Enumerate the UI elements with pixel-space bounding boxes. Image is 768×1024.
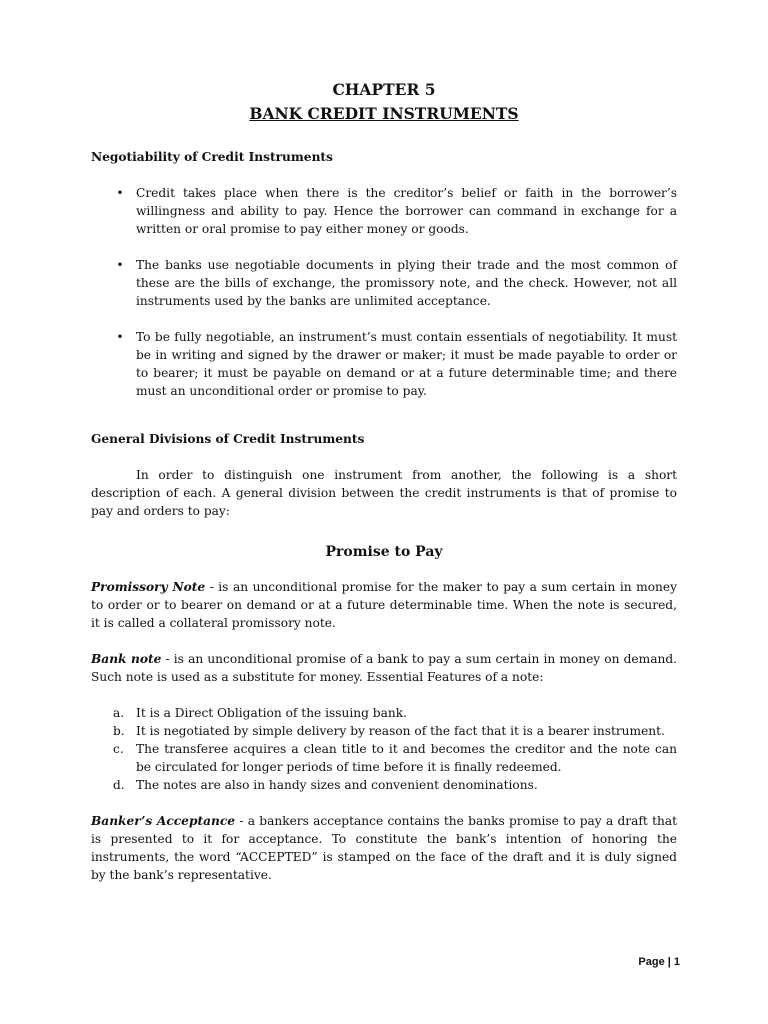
bullet-text: The banks use negotiable documents in plying their trade and the most common of these are the bills of exchange, the promissory note, and the check. However, not all instruments used by the banks are unlimited acceptance. (136, 258, 677, 308)
bank-note-term: Bank note (91, 652, 162, 666)
document-page (91, 78, 677, 884)
chapter-number: CHAPTER 5 (332, 80, 436, 99)
list-marker: a. (113, 706, 125, 720)
general-divisions-paragraph: In order to distinguish one instrument from another, the following is a short description of each. A general division between the credit instruments is that of promise to pay and orders to pay: (91, 468, 677, 518)
promissory-note-definition: - is an unconditional promise for the maker to pay a sum certain in money to order or to bearer on demand or at a future determinable time. When the note is secured, it is called a collateral promissory note. (91, 580, 677, 630)
list-item (91, 256, 677, 310)
bullet-icon: • (116, 330, 124, 344)
list-item (91, 776, 677, 794)
bullet-text: Credit takes place when there is the creditor’s belief or faith in the borrower’s willingness and ability to pay. Hence the borrower can command in exchange for a written or oral promise to pay either money or goods. (136, 186, 677, 236)
list-item (91, 722, 677, 740)
promissory-note-term: Promissory Note (91, 580, 206, 594)
chapter-title: BANK CREDIT INSTRUMENTS (249, 104, 519, 123)
list-item (91, 328, 677, 400)
note-features-list (91, 704, 677, 794)
bankers-acceptance-definition: - a bankers acceptance contains the banks promise to pay a draft that is presented to it for acceptance. To constitute the bank’s intention of honoring the instruments, the word “ACCEPTED” is stamped on the face of the draft and it is duly signed by the bank’s representative. (91, 814, 678, 882)
list-marker: d. (113, 778, 125, 792)
promise-to-pay-heading: Promise to Pay (325, 544, 443, 560)
list-marker: b. (113, 724, 125, 738)
list-item-text: It is a Direct Obligation of the issuing bank. (136, 706, 407, 720)
list-item-text: It is negotiated by simple delivery by reason of the fact that it is a bearer instrument. (136, 724, 665, 738)
bank-note-definition: - is an unconditional promise of a bank to pay a sum certain in money on demand. Such note is used as a substitute for money. Essential Features of a note: (91, 652, 677, 684)
bankers-acceptance-term: Banker’s Acceptance (91, 814, 236, 828)
bullet-icon: • (116, 186, 124, 200)
promissory-note-paragraph (91, 578, 677, 632)
list-item (91, 184, 677, 238)
page-number: Page | 1 (638, 956, 680, 968)
list-item (91, 740, 677, 776)
negotiability-bullet-list (91, 184, 677, 400)
bullet-text: To be fully negotiable, an instrument’s must contain essentials of negotiability. It must be in writing and signed by the drawer or maker; it must be made payable to order or to bearer; it must be payable on demand or at a future determinable time; and there must an unconditional order or promise to pay. (136, 330, 677, 398)
list-item (91, 704, 677, 722)
section-heading-general-divisions: General Divisions of Credit Instruments (91, 432, 365, 446)
bullet-icon: • (116, 258, 124, 272)
list-item-text: The transferee acquires a clean title to it and becomes the creditor and the note can be circulated for longer periods of time before it is finally redeemed. (136, 742, 677, 774)
list-marker: c. (113, 742, 124, 756)
section-heading-negotiability: Negotiability of Credit Instruments (91, 150, 333, 164)
bankers-acceptance-paragraph (91, 812, 677, 884)
bank-note-paragraph (91, 650, 677, 686)
list-item-text: The notes are also in handy sizes and convenient denominations. (136, 778, 538, 792)
